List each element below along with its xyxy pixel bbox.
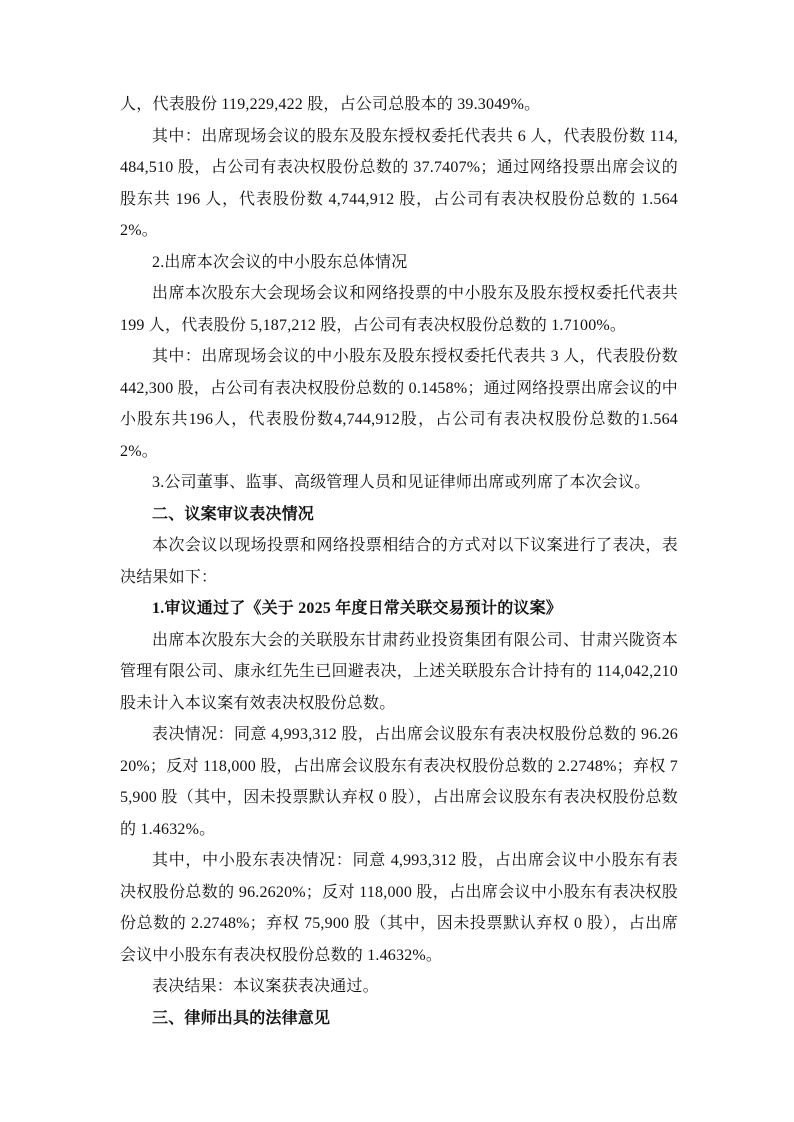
minority-shareholder-breakdown: 其中：出席现场会议的中小股东及股东授权委托代表共 3 人，代表股份数 442,300 股，占公司有表决权股份总数的 0.1458%；通过网络投票出席会议的中小股东共196人，代表股份数4,744,912股，占公司有表决权股份总数的1.5642%。	[120, 348, 678, 460]
overall-voting-results: 表决情况：同意 4,993,312 股，占出席会议股东有表决权股份总数的 96.2620%；反对 118,000 股，占出席会议股东有表决权股份总数的 2.2748%；弃权 75,900 股（其中，因未投票默认弃权 0 股），占出席会议股东有表决权股份总数的 1.4632%。	[120, 726, 678, 838]
minority-shareholder-attendance: 出席本次股东大会现场会议和网络投票的中小股东及股东授权委托代表共 199 人，代表股份 5,187,212 股，占公司有表决权股份总数的 1.7100%。	[120, 285, 678, 334]
section-3-heading: 三、律师出具的法律意见	[152, 1009, 331, 1027]
minority-voting-results: 其中，中小股东表决情况：同意 4,993,312 股，占出席会议中小股东有表决权股份总数的 96.2620%；反对 118,000 股，占出席会议中小股东有表决权股份总数的 2.2748%；弃权 75,900 股（其中，因未投票默认弃权 0 股），占出席会议中小股东有表决权股份总数的 1.4632%。	[120, 852, 678, 964]
minority-shareholder-section-title: 2.出席本次会议的中小股东总体情况	[152, 253, 408, 271]
section-2-heading: 二、议案审议表决情况	[152, 505, 315, 523]
management-attendance-note: 3.公司董事、监事、高级管理人员和见证律师出席或列席了本次会议。	[152, 474, 651, 491]
proposal-1-heading: 1.审议通过了《关于 2025 年度日常关联交易预计的议案》	[152, 600, 563, 617]
document-body	[120, 89, 678, 1034]
voting-method-intro: 本次会议以现场投票和网络投票相结合的方式对以下议案进行了表决，表决结果如下：	[120, 537, 678, 586]
voting-result-conclusion: 表决结果：本议案获表决通过。	[152, 978, 379, 995]
related-shareholder-abstention-note: 出席本次股东大会的关联股东甘肃药业投资集团有限公司、甘肃兴陇资本管理有限公司、康永红先生已回避表决，上述关联股东合计持有的 114,042,210 股未计入本议案有效表决权股份总数。	[120, 631, 678, 712]
shareholder-attendance-breakdown: 其中：出席现场会议的股东及股东授权委托代表共 6 人，代表股份数 114,484,510 股，占公司有表决权股份总数的 37.7407%；通过网络投票出席会议的股东共 196 人，代表股份数 4,744,912 股，占公司有表决权股份总数的 1.5642%。	[120, 127, 678, 239]
carryover-attendance-summary: 人，代表股份 119,229,422 股，占公司总股本的 39.3049%。	[120, 96, 541, 113]
